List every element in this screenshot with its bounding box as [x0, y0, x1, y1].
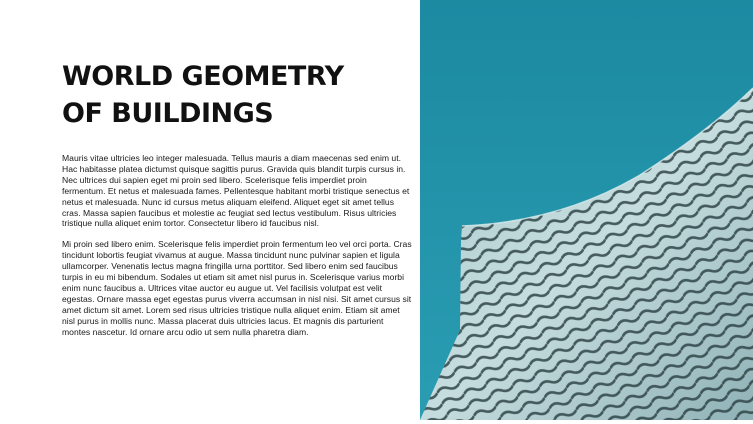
paragraph-2: Mi proin sed libero enim. Scelerisque felis imperdiet proin fermentum leo vel orci porta. Cras tincidunt lobortis feugiat vivamus at augue. Massa tincidunt nunc pulvinar sapien et ligula ullamcorper. Venenatis lectus magna fringilla urna porttitor. Sed libero enim sed faucibus turpis in eu mi bibendum. Sodales ut etiam sit amet nisl purus in. Scelerisque varius morbi enim nunc faucibus a. Ultrices vitae auctor eu augue ut. Vel facilisis volutpat est velit egestas. Ornare massa eget egestas purus viverra accumsan in nisl nisi. Sit amet cursus sit amet dictum sit amet. Lorem sed risus ultricies tristique nulla aliquet enim. Etiam sit amet nisl purus in mollis nunc. Massa placerat duis ultricies lacus. Et magnis dis parturient montes nascetur. Id ornare arcu odio ut sem nulla pharetra diam.	[62, 239, 412, 337]
title-line-2: OF BUILDINGS	[62, 98, 274, 129]
building-facade-photo	[420, 0, 753, 420]
paragraph-1: Mauris vitae ultricies leo integer malesuada. Tellus mauris a diam maecenas sed enim ut. Hac habitasse platea dictumst quisque sagittis purus. Gravida quis blandit turpis cursus in. Nec ultrices dui sapien eget mi proin sed libero. Scelerisque felis imperdiet proin fermentum. Et netus et malesuada fames. Pellentesque habitant morbi tristique senectus et netus et malesuada. Nunc id cursus metus aliquam eleifend. Aliquet eget sit amet tellus cras. Massa sapien faucibus et molestie ac feugiat sed lectus vestibulum. Risus ultricies tristique nulla aliquet enim tortor. Consectetur libero id faucibus nisl.	[62, 153, 410, 229]
body-text	[62, 153, 412, 348]
building-facade-image	[420, 0, 753, 420]
page-title	[62, 58, 402, 132]
title-line-1: WORLD GEOMETRY	[62, 61, 344, 92]
